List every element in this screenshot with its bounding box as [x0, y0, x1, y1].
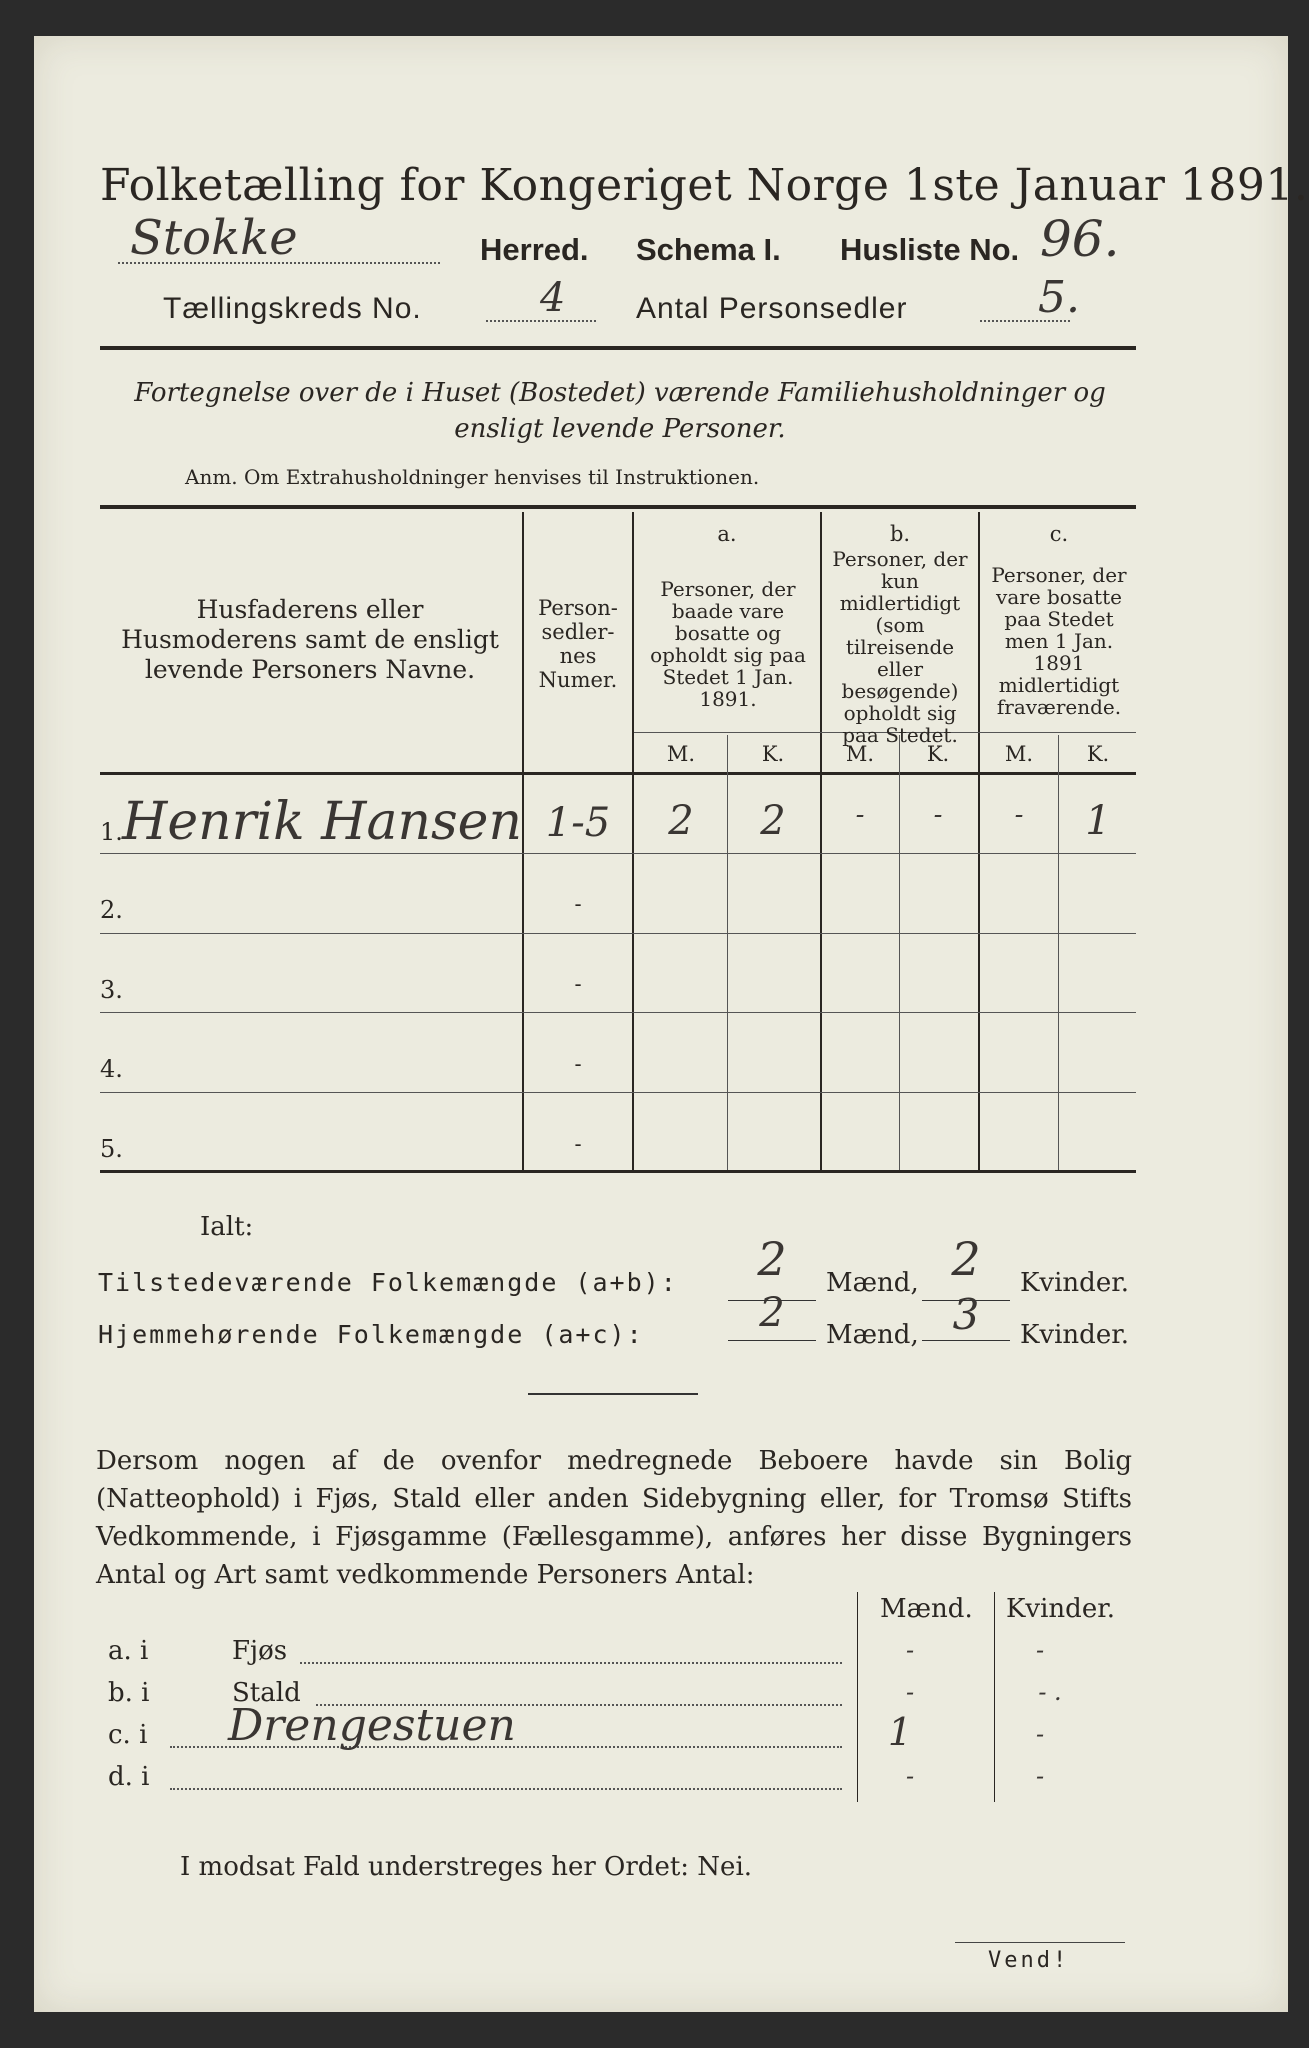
footer-note: I modsat Fald understreges her Ordet: Nei. — [180, 1852, 753, 1882]
hjemme-label: Hjemmehørende Folkemængde (a+c): — [98, 1320, 644, 1349]
hjemme-men: 2 — [759, 1290, 785, 1336]
hjemme-maend-label: Mænd, — [826, 1320, 919, 1350]
intro-text: Fortegnelse over de i Huset (Bostedet) værende Familiehusholdninger og ensligt levende Personer. — [134, 378, 1106, 444]
vend-rule — [955, 1942, 1125, 1943]
row-number: 1. — [100, 818, 123, 846]
row-number: 4. — [100, 1055, 123, 1083]
divider-a-b — [820, 512, 822, 1170]
col-a-header: Personer, der baade vare bosatte og opholdt sig paa Stedet 1 Jan. 1891. — [650, 577, 806, 711]
row-number: 2. — [100, 896, 123, 924]
anm-note: Anm. Om Extrahusholdninger henvises til Instruktionen. — [185, 465, 760, 489]
divider-c-mk — [1058, 735, 1059, 1170]
tilstede-women: 2 — [951, 1232, 981, 1286]
antal-value: 5. — [1038, 272, 1080, 323]
building-label: Fjøs — [232, 1636, 288, 1666]
divider-name-num — [522, 512, 524, 1170]
col-b-m: M. — [845, 742, 875, 766]
table-top-rule — [100, 505, 1136, 509]
building-men: - — [905, 1636, 915, 1664]
person-numbers: - — [574, 892, 582, 916]
census-form-page — [34, 36, 1309, 2012]
a-men: 2 — [668, 798, 694, 844]
building-letter: d. i — [108, 1762, 150, 1792]
hjemme-kvinder-label: Kvinder. — [1020, 1320, 1130, 1350]
col-c-header: Personer, der vare bosatte paa Stedet men 1 Jan. 1891 midlertidigt fraværende. — [991, 563, 1127, 719]
buildings-divider-2 — [994, 1592, 995, 1802]
row-number: 3. — [100, 976, 123, 1004]
person-numbers: - — [574, 972, 582, 996]
building-men: - — [905, 1762, 915, 1790]
building-letter: c. i — [108, 1720, 148, 1750]
herred-value: Stokke — [130, 210, 298, 266]
col-c-letter: c. — [1049, 522, 1069, 546]
a-women: 2 — [760, 798, 786, 844]
husliste-label: Husliste No. — [840, 232, 1020, 267]
buildings-kvinder-header: Kvinder. — [1006, 1594, 1116, 1624]
building-letter: a. i — [108, 1636, 149, 1666]
col-c-m: M. — [1004, 742, 1034, 766]
col-b-letter: b. — [889, 522, 911, 546]
divider-b-c — [978, 512, 980, 1170]
header-rule — [100, 346, 1136, 350]
building-women: - — [1035, 1636, 1045, 1664]
col-a-letter: a. — [717, 522, 737, 546]
tilstede-kvinder-label: Kvinder. — [1020, 1268, 1130, 1298]
col-name-header: Husfaderens eller Husmoderens samt de ensligt levende Personers Navne. — [121, 595, 499, 684]
building-label: Stald — [232, 1678, 301, 1708]
building-women: - . — [1038, 1678, 1062, 1706]
hjemme-k-line — [922, 1340, 1010, 1341]
building-men: 1 — [887, 1710, 913, 1754]
husliste-value: 96. — [1040, 210, 1120, 268]
building-letter: b. i — [108, 1678, 150, 1708]
person-numbers: - — [574, 1052, 582, 1076]
row-number: 5. — [100, 1135, 123, 1163]
householder-name: Henrik Hansen — [122, 792, 522, 852]
antal-label: Antal Personsedler — [636, 292, 908, 325]
tilstede-men: 2 — [757, 1232, 787, 1286]
col-a-k: K. — [761, 742, 785, 766]
col-c-k: K. — [1086, 742, 1110, 766]
table-header-rule — [100, 772, 1136, 775]
person-numbers: 1-5 — [545, 800, 611, 846]
b-men: - — [855, 800, 865, 830]
schema-label: Schema I. — [636, 232, 781, 267]
kreds-value: 4 — [540, 275, 566, 321]
table-bottom-rule — [100, 1170, 1136, 1173]
divider-num-a — [632, 512, 634, 1170]
building-women: - — [1035, 1720, 1045, 1748]
col-b-k: K. — [926, 742, 950, 766]
col-num-header: Person-sedler-nes Numer. — [538, 596, 618, 692]
form-title: Folketælling for Kongeriget Norge 1ste Januar 1891. — [100, 160, 1309, 211]
kreds-label: Tællingskreds No. — [163, 292, 422, 325]
hjemme-m-line — [728, 1340, 816, 1341]
b-women: - — [933, 800, 943, 830]
building-women: - — [1035, 1762, 1045, 1790]
building-men: - — [905, 1678, 915, 1706]
row-rule — [100, 1092, 1136, 1093]
buildings-divider-1 — [857, 1592, 858, 1802]
ialt-label: Ialt: — [200, 1212, 254, 1242]
building-dotline — [170, 1788, 842, 1790]
c-women: 1 — [1085, 798, 1111, 844]
c-men: - — [1014, 800, 1024, 830]
section-divider — [528, 1393, 698, 1395]
row-rule — [100, 853, 1136, 854]
building-label: Drengestuen — [228, 1700, 516, 1751]
tilstede-label: Tilstedeværende Folkemængde (a+b): — [98, 1268, 678, 1297]
person-numbers: - — [574, 1132, 582, 1156]
col-b-header: Personer, der kun midlertidigt (som tilreisende eller besøgende) opholdt sig paa Stedet. — [832, 547, 968, 747]
tilstede-maend-label: Mænd, — [826, 1268, 919, 1298]
sidebuilding-paragraph: Dersom nogen af de ovenfor medregnede Beboere havde sin Bolig (Natteophold) i Fjøs, Stald eller anden Sidebygning eller, for Tromsø Stifts Vedkommende, i Fjøsgamme (Fællesgamme), anføres her disse Bygningers Antal og Art samt vedkommende Personers Antal: — [96, 1446, 1132, 1590]
vend-label: Vend! — [988, 1948, 1070, 1973]
hjemme-women: 3 — [952, 1290, 980, 1339]
herred-label: Herred. — [480, 232, 589, 267]
row-rule — [100, 1012, 1136, 1013]
building-dotline — [300, 1662, 842, 1664]
buildings-maend-header: Mænd. — [880, 1594, 973, 1624]
row-rule — [100, 933, 1136, 934]
col-a-m: M. — [666, 742, 696, 766]
